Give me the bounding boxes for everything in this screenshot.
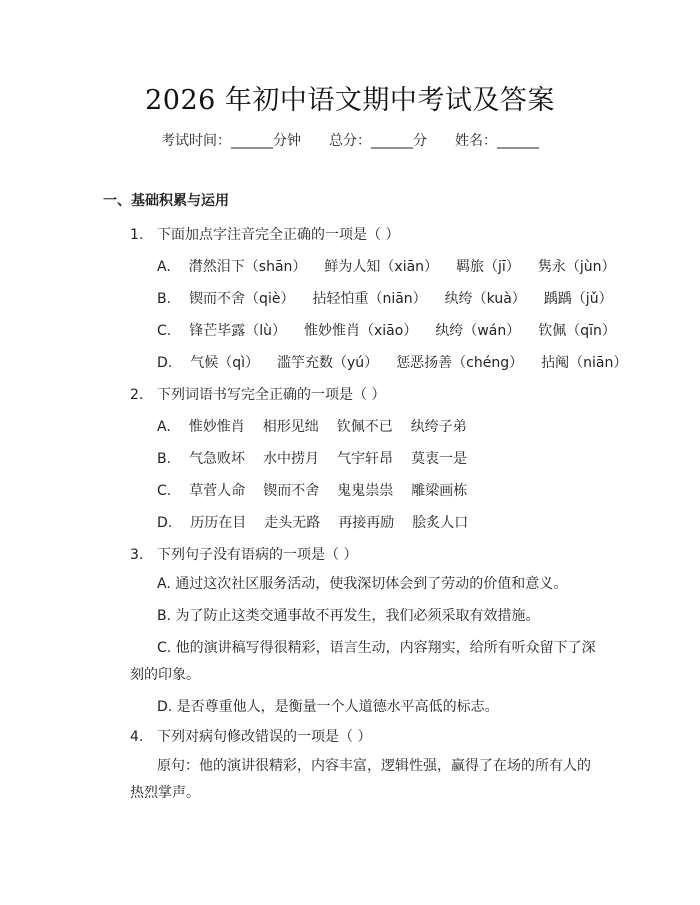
q1-option-a: [157, 256, 633, 276]
question-number: 4.: [130, 729, 144, 745]
option-letter: A.: [157, 259, 171, 275]
option-item: 钦佩（qīn）: [538, 323, 616, 339]
option-item: 历历在目: [190, 515, 247, 531]
option-item: 气急败坏: [189, 451, 246, 467]
q2-option-c: [157, 480, 485, 500]
option-item: 再接再励: [338, 515, 395, 531]
option-letter: B.: [157, 451, 172, 467]
option-item: 拈阄（niān）: [541, 355, 628, 371]
option-item: 锲而不舍: [263, 483, 320, 499]
option-letter: B.: [157, 291, 172, 307]
q1-option-c: [157, 320, 634, 340]
question-number: 3.: [130, 547, 144, 563]
option-item: 潸然泪下（shān）: [188, 259, 307, 275]
section-heading: 一、基础积累与运用: [103, 193, 229, 209]
option-item: 纨绔（kuà）: [444, 291, 526, 307]
option-item: 踽踽（jǔ）: [543, 291, 613, 307]
q2-option-a: [157, 416, 485, 436]
question-number: 1.: [130, 227, 144, 243]
student-name-label: 姓名：______: [455, 133, 539, 149]
q3-option-b: B. 为了防止这类交通事故不再发生，我们必须采取有效措施。: [157, 608, 540, 624]
option-letter: C.: [157, 483, 172, 499]
q3-option-c: C. 他的演讲稿写得很精彩，语言生动，内容翔实，给所有听众留下了深刻的印象。: [130, 640, 596, 683]
option-item: 锋芒毕露（lù）: [189, 323, 286, 339]
question-1: [130, 224, 399, 244]
q1-option-d: [157, 352, 645, 372]
exam-info-row: [0, 130, 700, 150]
option-item: 钦佩不已: [336, 419, 393, 435]
option-item: 水中捞月: [263, 451, 320, 467]
exam-time-label: 考试时间：______分钟: [161, 133, 301, 149]
question-2: [130, 384, 385, 404]
option-item: 鬼鬼祟祟: [337, 483, 394, 499]
option-item: 脍炙人口: [412, 515, 469, 531]
option-item: 拈轻怕重（niān）: [312, 291, 427, 307]
option-item: 羁旅（jī）: [456, 259, 520, 275]
page-title: 2026 年初中语文期中考试及答案: [145, 85, 555, 116]
option-item: 气宇轩昂: [337, 451, 394, 467]
option-item: 惟妙惟肖（xiāo）: [304, 323, 418, 339]
option-letter: D.: [157, 515, 173, 531]
q2-option-d: [157, 512, 486, 532]
option-item: 雕梁画栋: [411, 483, 468, 499]
option-letter: C.: [157, 323, 172, 339]
question-stem: 下列对病句修改错误的一项是（ ）: [157, 729, 372, 745]
question-3: [130, 544, 357, 564]
question-number: 2.: [130, 387, 144, 403]
option-letter: D.: [157, 355, 173, 371]
option-item: 走头无路: [264, 515, 321, 531]
question-4: [130, 726, 371, 746]
option-item: 纨绔（wán）: [435, 323, 521, 339]
option-item: 惟妙惟肖: [188, 419, 245, 435]
q3-option-d: D. 是否尊重他人，是衡量一个人道德水平高低的标志。: [157, 699, 499, 715]
option-item: 相形见绌: [262, 419, 319, 435]
option-item: 草菅人命: [189, 483, 246, 499]
option-item: 气候（qì）: [190, 355, 260, 371]
q3-option-a: A. 通过这次社区服务活动，使我深切体会到了劳动的价值和意义。: [157, 576, 568, 592]
option-item: 惩恶扬善（chéng）: [396, 355, 524, 371]
option-letter: A.: [157, 419, 171, 435]
question-stem: 下面加点字注音完全正确的一项是（ ）: [157, 227, 400, 243]
total-score-label: 总分：______分: [329, 133, 427, 149]
option-item: 莫衷一是: [411, 451, 468, 467]
option-item: 滥竽充数（yú）: [277, 355, 379, 371]
option-item: 鲜为人知（xiān）: [324, 259, 439, 275]
q1-option-b: [157, 288, 631, 308]
q4-original-sentence: 原句：他的演讲很精彩，内容丰富，逻辑性强，赢得了在场的所有人的热烈掌声。: [130, 758, 591, 801]
option-item: 纨绔子弟: [410, 419, 467, 435]
q2-option-b: [157, 448, 485, 468]
option-item: 隽永（jùn）: [537, 259, 616, 275]
question-stem: 下列句子没有语病的一项是（ ）: [157, 547, 358, 563]
option-item: 锲而不舍（qiè）: [189, 291, 295, 307]
question-stem: 下列词语书写完全正确的一项是（ ）: [157, 387, 386, 403]
